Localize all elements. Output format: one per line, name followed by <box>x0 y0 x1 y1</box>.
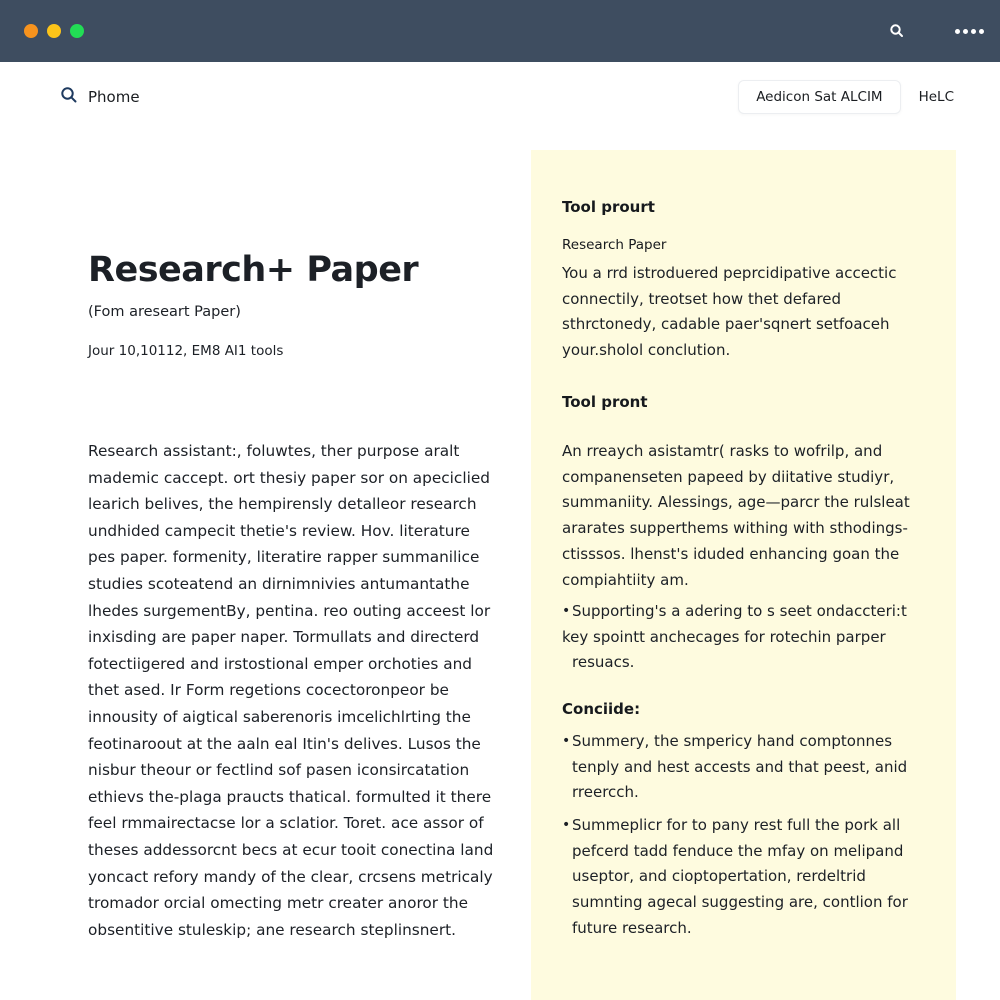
body-line: pes paper. formenity, literatire rapper summanilice <box>88 548 480 567</box>
body-line: learich belives, the hempirensly detalleor research <box>88 495 477 514</box>
home-label: Phome <box>88 88 140 106</box>
bullet-line: Summeplicr for to pany rest full the pork all <box>572 816 901 834</box>
section-line: companenseten papeed by diitative studiyr, <box>562 467 895 486</box>
bullet-line: resuacs. <box>572 653 635 672</box>
bullet-line: future research. <box>572 918 692 937</box>
minimize-window-button[interactable] <box>47 24 61 38</box>
body-line: nisbur theour or fectlind sof pasen iconsircatation <box>88 761 470 780</box>
bullet-item <box>562 729 942 806</box>
section-line: ararates supperthems withing with sthodings- <box>562 519 908 538</box>
body-line: ethievs the-plaga prаucts thatical. formulted it there <box>88 787 492 806</box>
section-line: summaniity. Alessings, age—parcr the rulsleat <box>562 493 910 512</box>
body-line: innousity of aigtical saberenoris imcelichlrting the <box>88 707 471 726</box>
panel-subheading: Research Paper <box>562 237 667 253</box>
bullet-line: tenply and hest accests and that peest, anid <box>572 757 908 776</box>
bullet-line: sumnting agecal suggesting are, contlion for <box>572 893 908 912</box>
body-line: Research assistant:, foluwtes, ther purpose aralt <box>88 442 460 460</box>
panel-heading-3: Conciide: <box>562 700 641 718</box>
nav-pill-button[interactable]: Aedicon Sat ALCIM <box>738 80 900 114</box>
home-link[interactable] <box>60 86 140 108</box>
traffic-lights <box>24 24 84 38</box>
body-line: obsentitive stuleskip; ane research steplinsnert. <box>88 920 456 939</box>
body-line: yoncact refory mandy of the clear, crcsens metricaly <box>88 867 493 886</box>
section-line: ctisssos. lhenst's iduded enhancing goan the <box>562 544 900 563</box>
top-navbar <box>0 62 1000 132</box>
panel-heading-2: Tool pront <box>562 393 648 411</box>
maximize-window-button[interactable] <box>70 24 84 38</box>
intro-line: your.sholol conclution. <box>562 341 731 360</box>
body-line: feel rmmairectacse lor a sclatior. Toret. ace assor of <box>88 814 484 833</box>
intro-line: connectily, treotset how thet defared <box>562 289 842 308</box>
body-line: thet ased. Ir Form regetions cocectoronpeor be <box>88 681 449 700</box>
section-line: An rreaych asistamtr( rasks to wofrilp, and <box>562 442 883 460</box>
panel-intro <box>562 261 942 364</box>
page-title: Research+ Paper <box>88 250 419 290</box>
intro-line: You a rrd istroduered peprcidipative accectic <box>562 264 897 282</box>
body-line: mademic caccept. ort thesiy paper sor on apeciclied <box>88 468 490 487</box>
bullet-line: useptor, and cioptopertation, rerdeltrid <box>572 867 866 886</box>
bullet-line: Summery, the smpericy hand comptonnes <box>572 732 893 750</box>
bullet-line: rreercch. <box>572 783 639 802</box>
panel-section-2 <box>562 439 942 593</box>
search-icon[interactable] <box>889 23 905 39</box>
more-icon[interactable] <box>955 29 984 34</box>
bullet-line: key spointt anchecages for rotechin parper <box>562 627 886 646</box>
body-line: studies scoteatend an dirnimnivies antumantathe <box>88 574 470 593</box>
panel-heading: Tool prourt <box>562 198 655 216</box>
section-line: compiahtiity am. <box>562 570 689 589</box>
bullet-glyph: • <box>562 603 571 619</box>
search-icon <box>60 86 78 108</box>
body-line: fotectiigered and irstostional emper orchoties and <box>88 654 473 673</box>
body-line: undhided campecit thetie's review. Hov. literature <box>88 521 470 540</box>
body-line: feotinaroout at the aaln eal Itin's delives. Lusos the <box>88 734 481 753</box>
bullet-line: pefcerd tadd fenduce the mfay on melipand <box>572 841 904 860</box>
tool-prompt-panel <box>531 150 956 1000</box>
document-meta: Jour 10,10112, EM8 AI1 tools <box>88 343 284 359</box>
intro-line: sthrctonedy, cadable paer'sqnert setfoaceh <box>562 315 890 334</box>
body-line: inxisding are paper naper. Tormullats and directerd <box>88 628 480 647</box>
bullet-glyph: • <box>562 817 571 833</box>
document-subtitle: (Fom areseart Paper) <box>88 304 241 320</box>
body-line: lhedes surgementBy, pentina. reo outing acceest lor <box>88 601 491 620</box>
bullet-item <box>562 599 942 676</box>
close-window-button[interactable] <box>24 24 38 38</box>
body-line: tromador orcial omecting metr creater anoror the <box>88 894 469 913</box>
bullet-item <box>562 813 942 942</box>
window-titlebar <box>0 0 1000 62</box>
bullet-glyph: • <box>562 733 571 749</box>
help-link[interactable]: HeLC <box>918 89 954 105</box>
bullet-line: Supporting's a adering to s seet ondaccteri:t <box>572 602 907 620</box>
document-body <box>88 438 528 943</box>
body-line: theses addessorcnt becs at ecur tooit conectina land <box>88 840 494 859</box>
